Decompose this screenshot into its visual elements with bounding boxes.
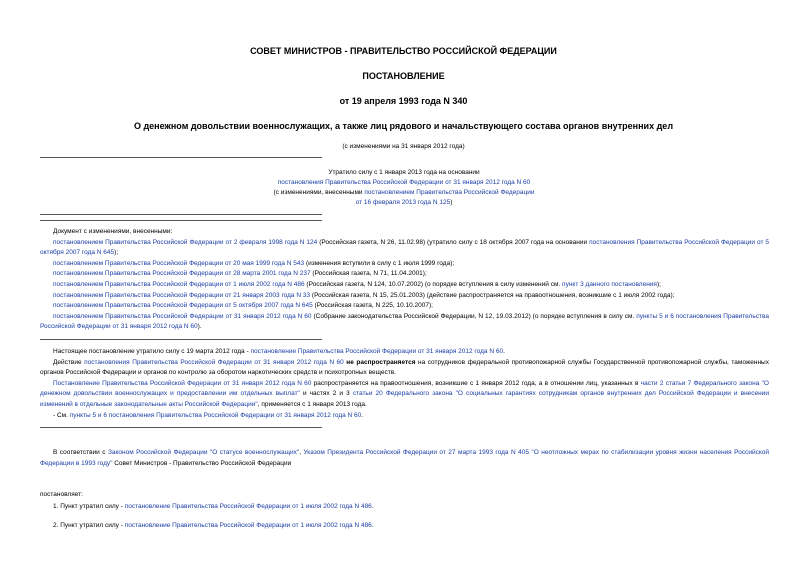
- resolves-label: постановляет:: [40, 491, 83, 498]
- note-link[interactable]: постановления Правительства Российской Федерации от 31 января 2012 года N 60: [84, 358, 344, 366]
- amendment-link[interactable]: постановлением Правительства Российской Федерации от 2 февраля 1998 года N 124: [53, 238, 318, 246]
- note-see-also: [40, 411, 769, 422]
- point-2: [53, 521, 769, 532]
- amendment-text: (Собрание законодательства Российской Федерации, N 12, 19.03.2012) (о порядке вступления в силу см.: [311, 312, 637, 320]
- amendment-link[interactable]: постановлением Правительства Российской Федерации от 20 мая 1999 года N 543: [53, 259, 305, 267]
- amendment-link[interactable]: постановлением Правительства Российской Федерации от 21 января 2003 года N 33: [53, 291, 311, 299]
- note-text: на сотрудников федеральной противопожарной службы Государственной противопожарной службы, таможенных органов Российской Федерации и органов по контролю за оборотом наркотических средств и психотропных веществ.: [40, 358, 769, 377]
- amendment-text: );: [114, 249, 119, 257]
- amendment-text: );: [656, 280, 661, 288]
- amendment-item: [40, 269, 769, 280]
- divider: [40, 220, 322, 221]
- preamble-text: Совет Министров - Правительство Российской Федерации: [112, 459, 292, 467]
- amendment-text: ).: [197, 323, 202, 331]
- expired-notice: [200, 168, 608, 208]
- document-type: ПОСТАНОВЛЕНИЕ: [362, 71, 445, 81]
- amendment-link[interactable]: постановлением Правительства Российской Федерации от 5 октября 2007 года N 645: [53, 302, 313, 310]
- amendment-link[interactable]: постановлением Правительства Российской Федерации от 1 июля 2002 года N 486: [53, 280, 305, 288]
- amendment-link[interactable]: постановления Правительства Российской Федерации от 5 октября 2007 года N 645: [40, 238, 769, 257]
- note-text: .: [503, 348, 505, 355]
- note-scope: [40, 358, 769, 379]
- note-text: распространяется на правоотношения, возникшие с 1 января 2012 года, а в отношении лиц, указанных в: [311, 379, 641, 387]
- document-title: О денежном довольствии военнослужащих, а также лиц рядового и начальствующего состава органов внутренних дел: [133, 121, 674, 131]
- amendment-item: [40, 301, 769, 312]
- issuer-heading: СОВЕТ МИНИСТРОВ - ПРАВИТЕЛЬСТВО РОССИЙСКОЙ ФЕДЕРАЦИИ: [250, 46, 557, 56]
- amendments-block: [40, 227, 769, 333]
- point-2-link[interactable]: постановление Правительства Российской Федерации от 1 июля 2002 года N 486: [124, 522, 372, 529]
- note-link[interactable]: Постановление Правительства Российской Федерации от 31 января 2012 года N 60: [53, 379, 312, 387]
- note-emphasis: не распространяется: [343, 358, 416, 366]
- note-text: .: [361, 411, 364, 419]
- amendment-text: (Российская газета, N 225, 10.10.2007);: [312, 302, 433, 310]
- note-link[interactable]: части 2 статьи 7 Федерального закона "О денежном довольствии военнослужащих и предоставлении им отдельных выплат": [40, 379, 769, 398]
- expired-basis-link[interactable]: постановления Правительства Российской Федерации от 31 января 2012 года N 60: [277, 179, 531, 186]
- note-expired: [40, 347, 769, 358]
- note-text: , применяется с 1 января 2013 года.: [257, 400, 367, 408]
- point-text: 2. Пункт утратил силу -: [53, 522, 125, 529]
- amendment-item: [40, 238, 769, 259]
- amendment-text: (изменения вступили в силу с 1 июля 1999 года);: [304, 259, 455, 267]
- point-text: 1. Пункт утратил силу -: [53, 503, 125, 510]
- preamble-text: В соответствии с: [53, 449, 108, 456]
- notes-block: [40, 347, 769, 421]
- amendment-item: [40, 312, 769, 333]
- amendment-125-link-part2[interactable]: от 16 февраля 2013 года N 125: [355, 199, 451, 206]
- preamble-text: ,: [299, 449, 304, 456]
- expired-line-4-suffix: ): [450, 199, 453, 206]
- amendment-item: [40, 280, 769, 291]
- amendment-item: [40, 259, 769, 270]
- note-text: - См.: [53, 411, 70, 419]
- expired-line-1: Утратило силу с 1 января 2013 года на основании: [328, 169, 480, 176]
- amendment-text: (Российская газета, N 26, 11.02.98) (утратило силу с 18 октября 2007 года на основании: [317, 238, 590, 246]
- revision-note: (с изменениями на 31 января 2012 года): [342, 143, 465, 150]
- amendment-item: [40, 291, 769, 302]
- amendment-text: (Российская газета, N 71, 11.04.2001);: [310, 270, 427, 278]
- amendment-125-link-part1[interactable]: постановлением Правительства Российской Федерации: [364, 189, 535, 196]
- document-date: от 19 апреля 1993 года N 340: [339, 96, 468, 106]
- point-text: .: [371, 503, 374, 510]
- amendment-text: (Российская газета, N 124, 10.07.2002) (о порядке вступления в силу изменений см.: [304, 280, 563, 288]
- decree-link[interactable]: Указом Президента Российской Федерации от 27 марта 1993 года N 405 "О неотложных мерах по стабилизации уровня жизни населения Российской Федерации в 1993 году": [40, 449, 769, 467]
- point-1-link[interactable]: постановление Правительства Российской Федерации от 1 июля 2002 года N 486: [124, 503, 372, 510]
- divider: [40, 339, 322, 340]
- amendment-text: (Российская газета, N 15, 25.01.2003) (действие распространяется на правоотношения, возникшие с 1 июля 2002 года);: [310, 291, 675, 299]
- law-link[interactable]: Законом Российской Федерации "О статусе военнослужащих": [107, 449, 300, 456]
- amendment-link[interactable]: постановлением Правительства Российской Федерации от 31 января 2012 года N 60: [53, 312, 312, 320]
- note-link[interactable]: статьи 20 Федерального закона "О социальных гарантиях сотрудникам органов внутренних дел Российской Федерации и внесении изменений в отдельные законодательные акты Российской Федерации": [40, 390, 769, 408]
- amendments-heading: Документ с изменениями, внесенными:: [53, 228, 173, 235]
- amendment-link[interactable]: постановлением Правительства Российской Федерации от 28 марта 2001 года N 237: [53, 270, 311, 278]
- amendment-link[interactable]: пункт 3 данного постановления: [562, 280, 657, 288]
- point-1: [53, 502, 769, 513]
- preamble: [40, 448, 769, 469]
- divider: [40, 214, 322, 215]
- note-applicability: [40, 379, 769, 411]
- note-text: Действие: [53, 358, 85, 366]
- note-link[interactable]: постановление Правительства Российской Федерации от 31 января 2012 года N 60: [250, 348, 504, 355]
- divider: [40, 427, 322, 428]
- amendment-link[interactable]: пункты 5 и 6 постановления Правительства Российской Федерации от 31 января 2012 года N 60: [40, 312, 769, 331]
- note-text: Настоящее постановление утратило силу с 19 марта 2012 года -: [53, 348, 251, 355]
- point-text: .: [371, 522, 374, 529]
- expired-line-3-prefix: (с изменениями, внесенными: [273, 189, 365, 196]
- note-link[interactable]: пункты 5 и 6 постановления Правительства Российской Федерации от 31 января 2012 года N 60: [69, 411, 362, 419]
- divider: [40, 157, 322, 158]
- note-text: и частях 2 и 3: [299, 390, 353, 398]
